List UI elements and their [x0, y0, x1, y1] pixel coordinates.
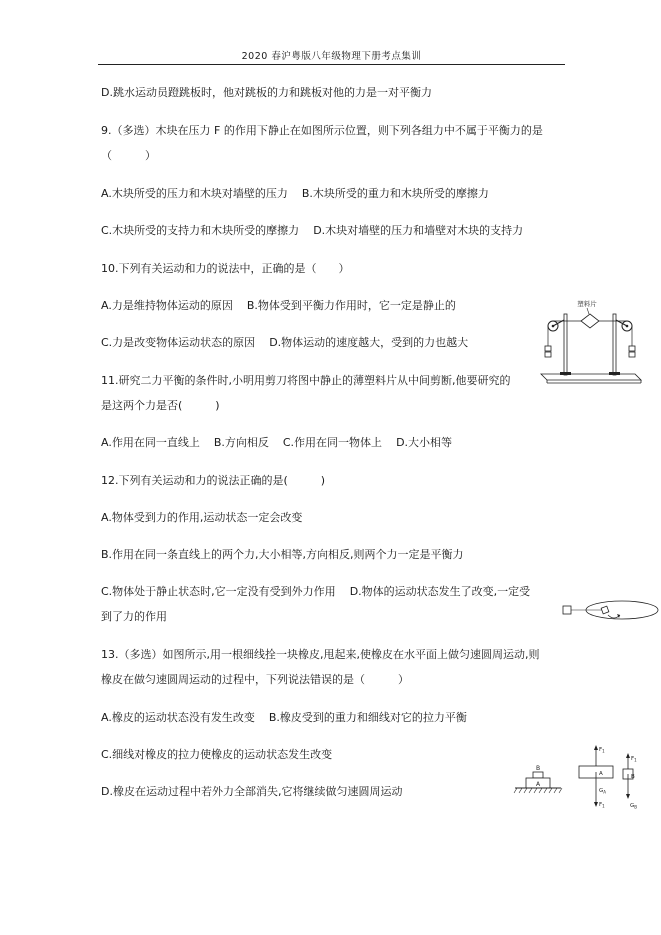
q11-options [101, 436, 452, 450]
force-gb-head [626, 794, 630, 799]
eraser-block [601, 606, 609, 614]
q10-option-d: D.物体运动的速度越大，受到的力也越大 [269, 336, 469, 349]
q9-answer-blank: （ ） [101, 149, 156, 162]
q11-stem-line2: 是这两个力是否( ) [101, 399, 220, 412]
q9-option-d: D.木块对墙壁的压力和墙壁对木块的支持力 [313, 224, 524, 237]
right-post-foot [609, 372, 620, 375]
q9-option-a: A.木块所受的压力和木块对墙壁的压力 [101, 187, 288, 200]
header-rule [98, 64, 565, 65]
force-f1-bottom-label: $F_1$ [599, 802, 605, 809]
base-board [541, 374, 641, 380]
q12-option-c: C.物体处于静止状态时,它一定没有受到外力作用 [101, 585, 336, 598]
left-post [564, 314, 567, 375]
q12-option-d: D.物体的运动状态发生了改变,一定受 [349, 585, 531, 598]
q13-option-d: D.橡皮在运动过程中若外力全部消失,它将继续做匀速圆周运动 [101, 785, 403, 798]
force-diagram-block-a [576, 742, 616, 820]
force-f1-head [594, 745, 598, 750]
right-weight-1 [629, 346, 635, 351]
q12-options-cd [101, 585, 530, 599]
hand-anchor [563, 606, 571, 614]
q9-options-cd [101, 224, 523, 238]
q11-option-b: B.方向相反 [213, 436, 269, 449]
q10-options-cd [101, 336, 468, 350]
page-header: 2020 春沪粤版八年级物理下册考点集训 [241, 51, 422, 62]
q11-option-d: D.大小相等 [396, 436, 453, 449]
left-post-foot [560, 372, 571, 375]
block-b-label: B [535, 765, 541, 772]
force-fb-label: $F_1$ [631, 756, 637, 763]
block-b [533, 772, 543, 778]
q11-option-a: A.作用在同一直线上 [101, 436, 200, 449]
q13-option-c: C.细线对橡皮的拉力使橡皮的运动状态发生改变 [101, 748, 333, 761]
q10-option-b: B.物体受到平衡力作用时，它一定是静止的 [246, 299, 456, 312]
q12-option-b: B.作用在同一条直线上的两个力,大小相等,方向相反,则两个力一定是平衡力 [101, 548, 464, 561]
plastic-sheet-label: 塑料片 [577, 300, 597, 308]
q10-option-a: A.力是维持物体运动的原因 [101, 299, 233, 312]
right-post [613, 314, 616, 375]
plastic-sheet [581, 314, 599, 328]
q9-stem: 9.（多选）木块在压力 F 的作用下静止在如图所示位置，则下列各组力中不属于平衡力的是 [101, 124, 543, 137]
left-weight-2 [545, 352, 551, 357]
q13-stem-line1: 13.（多选）如图所示,用一根细线拴一块橡皮,甩起来,使橡皮在水平面上做匀速圆周运动,则 [101, 648, 540, 661]
q9-option-b: B.木块所受的重力和木块所受的摩擦力 [301, 187, 489, 200]
force-block-a-label: A [599, 771, 603, 777]
q12-option-d-cont: 到了力的作用 [101, 610, 167, 623]
block-a-label: A [535, 781, 541, 788]
left-weight-1 [545, 346, 551, 351]
rotating-eraser-figure [562, 597, 660, 627]
q13-options-ab [101, 711, 467, 725]
force-fb-head [626, 753, 630, 758]
q13-stem-line2: 橡皮在做匀速圆周运动的过程中，下列说法错误的是（ ） [101, 673, 409, 686]
q10-stem: 10.下列有关运动和力的说法中，正确的是（ ） [101, 262, 350, 275]
force-gb-label: $G_B$ [630, 803, 638, 810]
stacked-blocks-figure [513, 760, 563, 798]
q13-option-b: B.橡皮受到的重力和细线对它的拉力平衡 [268, 711, 467, 724]
q10-option-c: C.力是改变物体运动状态的原因 [101, 336, 256, 349]
q12-option-a: A.物体受到力的作用,运动状态一定会改变 [101, 511, 303, 524]
q8-option-d: D.跳水运动员蹬跳板时，他对跳板的力和跳板对他的力是一对平衡力 [101, 86, 432, 99]
force-f1-label: $F_1$ [599, 747, 605, 754]
ground-hatching [514, 788, 562, 793]
right-weight-2 [629, 352, 635, 357]
q13-option-a: A.橡皮的运动状态没有发生改变 [101, 711, 255, 724]
force-diagram-block-b [616, 752, 642, 810]
q11-option-c: C.作用在同一物体上 [282, 436, 383, 449]
balance-apparatus-figure [535, 294, 643, 386]
force-ga-label: $G_A$ [599, 788, 607, 795]
q11-stem-line1: 11.研究二力平衡的条件时,小明用剪刀将图中静止的薄塑料片从中间剪断,他要研究的 [101, 374, 511, 387]
q9-options-ab [101, 187, 489, 201]
label-leader [587, 308, 589, 314]
q9-option-c: C.木块所受的支持力和木块所受的摩擦力 [101, 224, 300, 237]
force-block-b-label: B [631, 774, 635, 780]
q12-stem: 12.下列有关运动和力的说法正确的是( ) [101, 474, 326, 487]
q10-options-ab [101, 299, 456, 313]
force-ga-head [594, 802, 598, 807]
